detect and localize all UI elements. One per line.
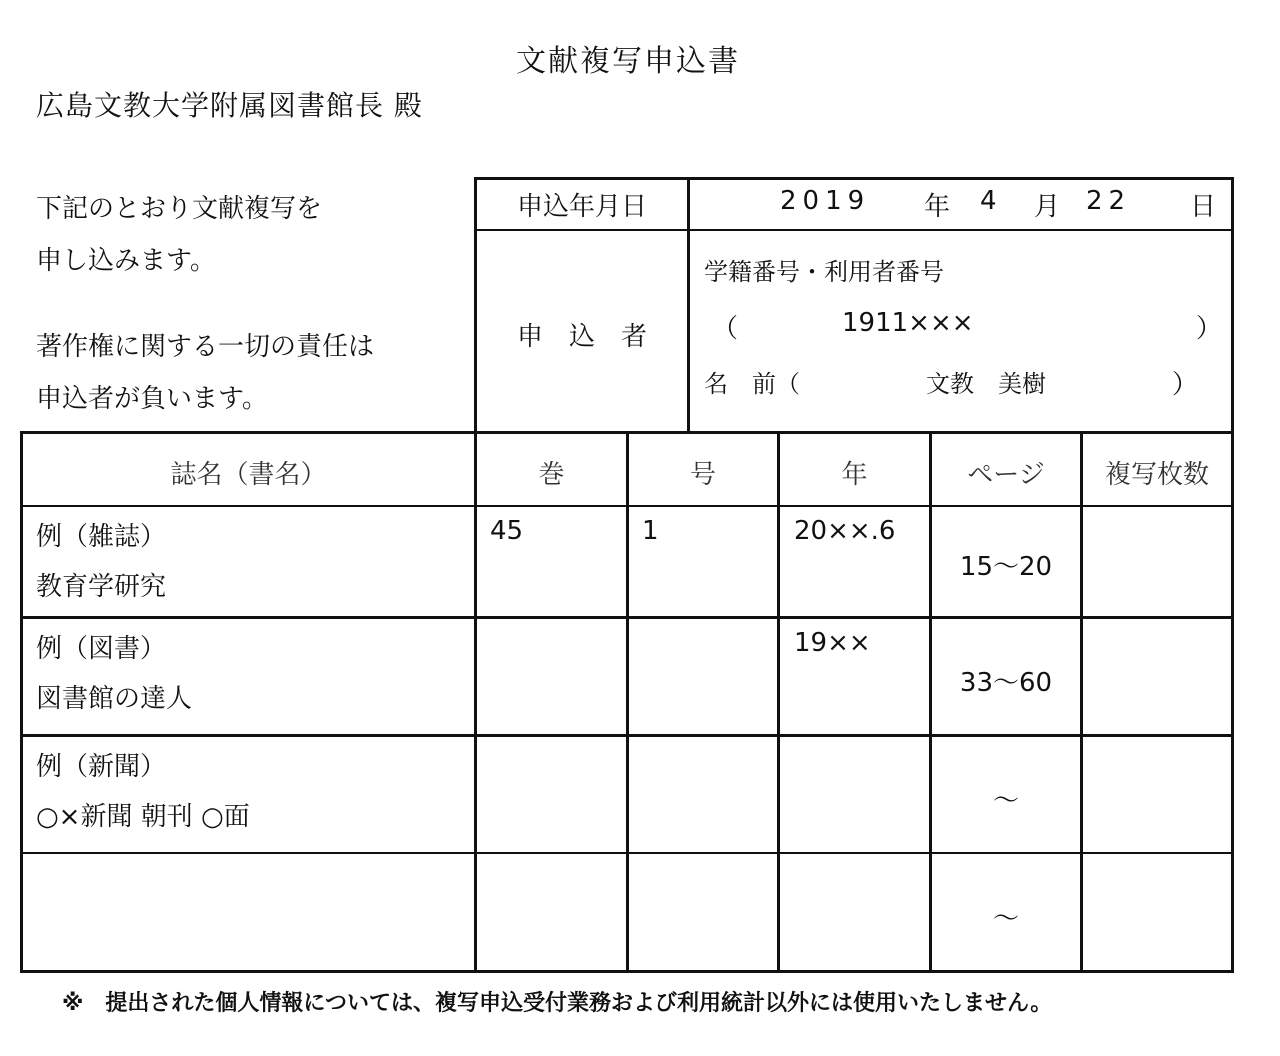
applicant-label: 申 込 者 [516, 322, 647, 352]
row2-year: 19×× [794, 628, 871, 658]
table-left [20, 431, 23, 973]
privacy-note: ※ 提出された個人情報については、複写申込受付業務および利用統計以外には使用いたしません。 [62, 991, 1053, 1016]
table-row-line [20, 505, 1234, 507]
intro-line-2: 申し込みます。 [36, 246, 216, 276]
table-col-line [777, 431, 780, 973]
id-close-paren: ） [1196, 314, 1223, 344]
row3-title-type: 例（新聞） [36, 752, 167, 782]
name-value[interactable]: 文教 美樹 [926, 370, 1046, 398]
upper-box-right [1231, 177, 1234, 433]
form-title: 文献複写申込書 [516, 44, 740, 79]
table-right [1231, 431, 1234, 973]
upper-box-divider [687, 177, 690, 433]
row2-title: 図書館の達人 [36, 684, 193, 714]
upper-box-top [474, 177, 1234, 180]
row1-title: 教育学研究 [36, 572, 167, 602]
row3-title: ○×新聞 朝刊 ○面 [36, 802, 250, 832]
header-year: 年 [841, 460, 868, 490]
row1-pages: 15～20 [959, 552, 1053, 582]
date-month-unit: 月 [1034, 192, 1061, 222]
date-label: 申込年月日 [516, 192, 647, 222]
row4-pages[interactable]: ～ [992, 904, 1019, 934]
date-month: 4 [980, 186, 997, 216]
upper-box-mid [474, 229, 1234, 231]
date-day-unit: 日 [1190, 192, 1217, 222]
header-issue: 号 [689, 460, 716, 490]
row1-title-type: 例（雑誌） [36, 522, 167, 552]
date-year: 2019 [780, 186, 871, 216]
id-open-paren: （ [712, 314, 739, 344]
row3-pages[interactable]: ～ [992, 786, 1019, 816]
intro-line-4: 申込者が負います。 [36, 384, 268, 414]
table-row-line [20, 616, 1234, 619]
intro-line-1: 下記のとおり文献複写を [36, 194, 323, 224]
id-label: 学籍番号・利用者番号 [704, 258, 944, 286]
row2-pages: 33～60 [959, 668, 1053, 698]
table-row-line [20, 734, 1234, 737]
name-label: 名 前（ [704, 370, 800, 398]
name-close-paren: ） [1172, 370, 1199, 400]
table-col-line [626, 431, 629, 973]
row1-year: 20××.6 [794, 516, 896, 546]
intro-line-3: 著作権に関する一切の責任は [36, 332, 375, 362]
header-pages: ページ [967, 460, 1045, 490]
table-col-line [1080, 431, 1083, 973]
addressee: 広島文教大学附属図書館長 殿 [36, 89, 423, 122]
table-col-line [929, 431, 932, 973]
id-value[interactable]: 1911××× [842, 308, 974, 338]
date-year-unit: 年 [924, 192, 951, 222]
table-col-line [474, 431, 477, 973]
row2-title-type: 例（図書） [36, 634, 167, 664]
header-volume: 巻 [538, 460, 565, 490]
header-copies: 複写枚数 [1104, 460, 1209, 490]
date-day: 22 [1086, 186, 1132, 216]
header-title: 誌名（書名） [170, 460, 327, 490]
table-row-line [20, 852, 1234, 854]
row1-issue: 1 [642, 516, 659, 546]
row1-volume: 45 [490, 516, 524, 546]
